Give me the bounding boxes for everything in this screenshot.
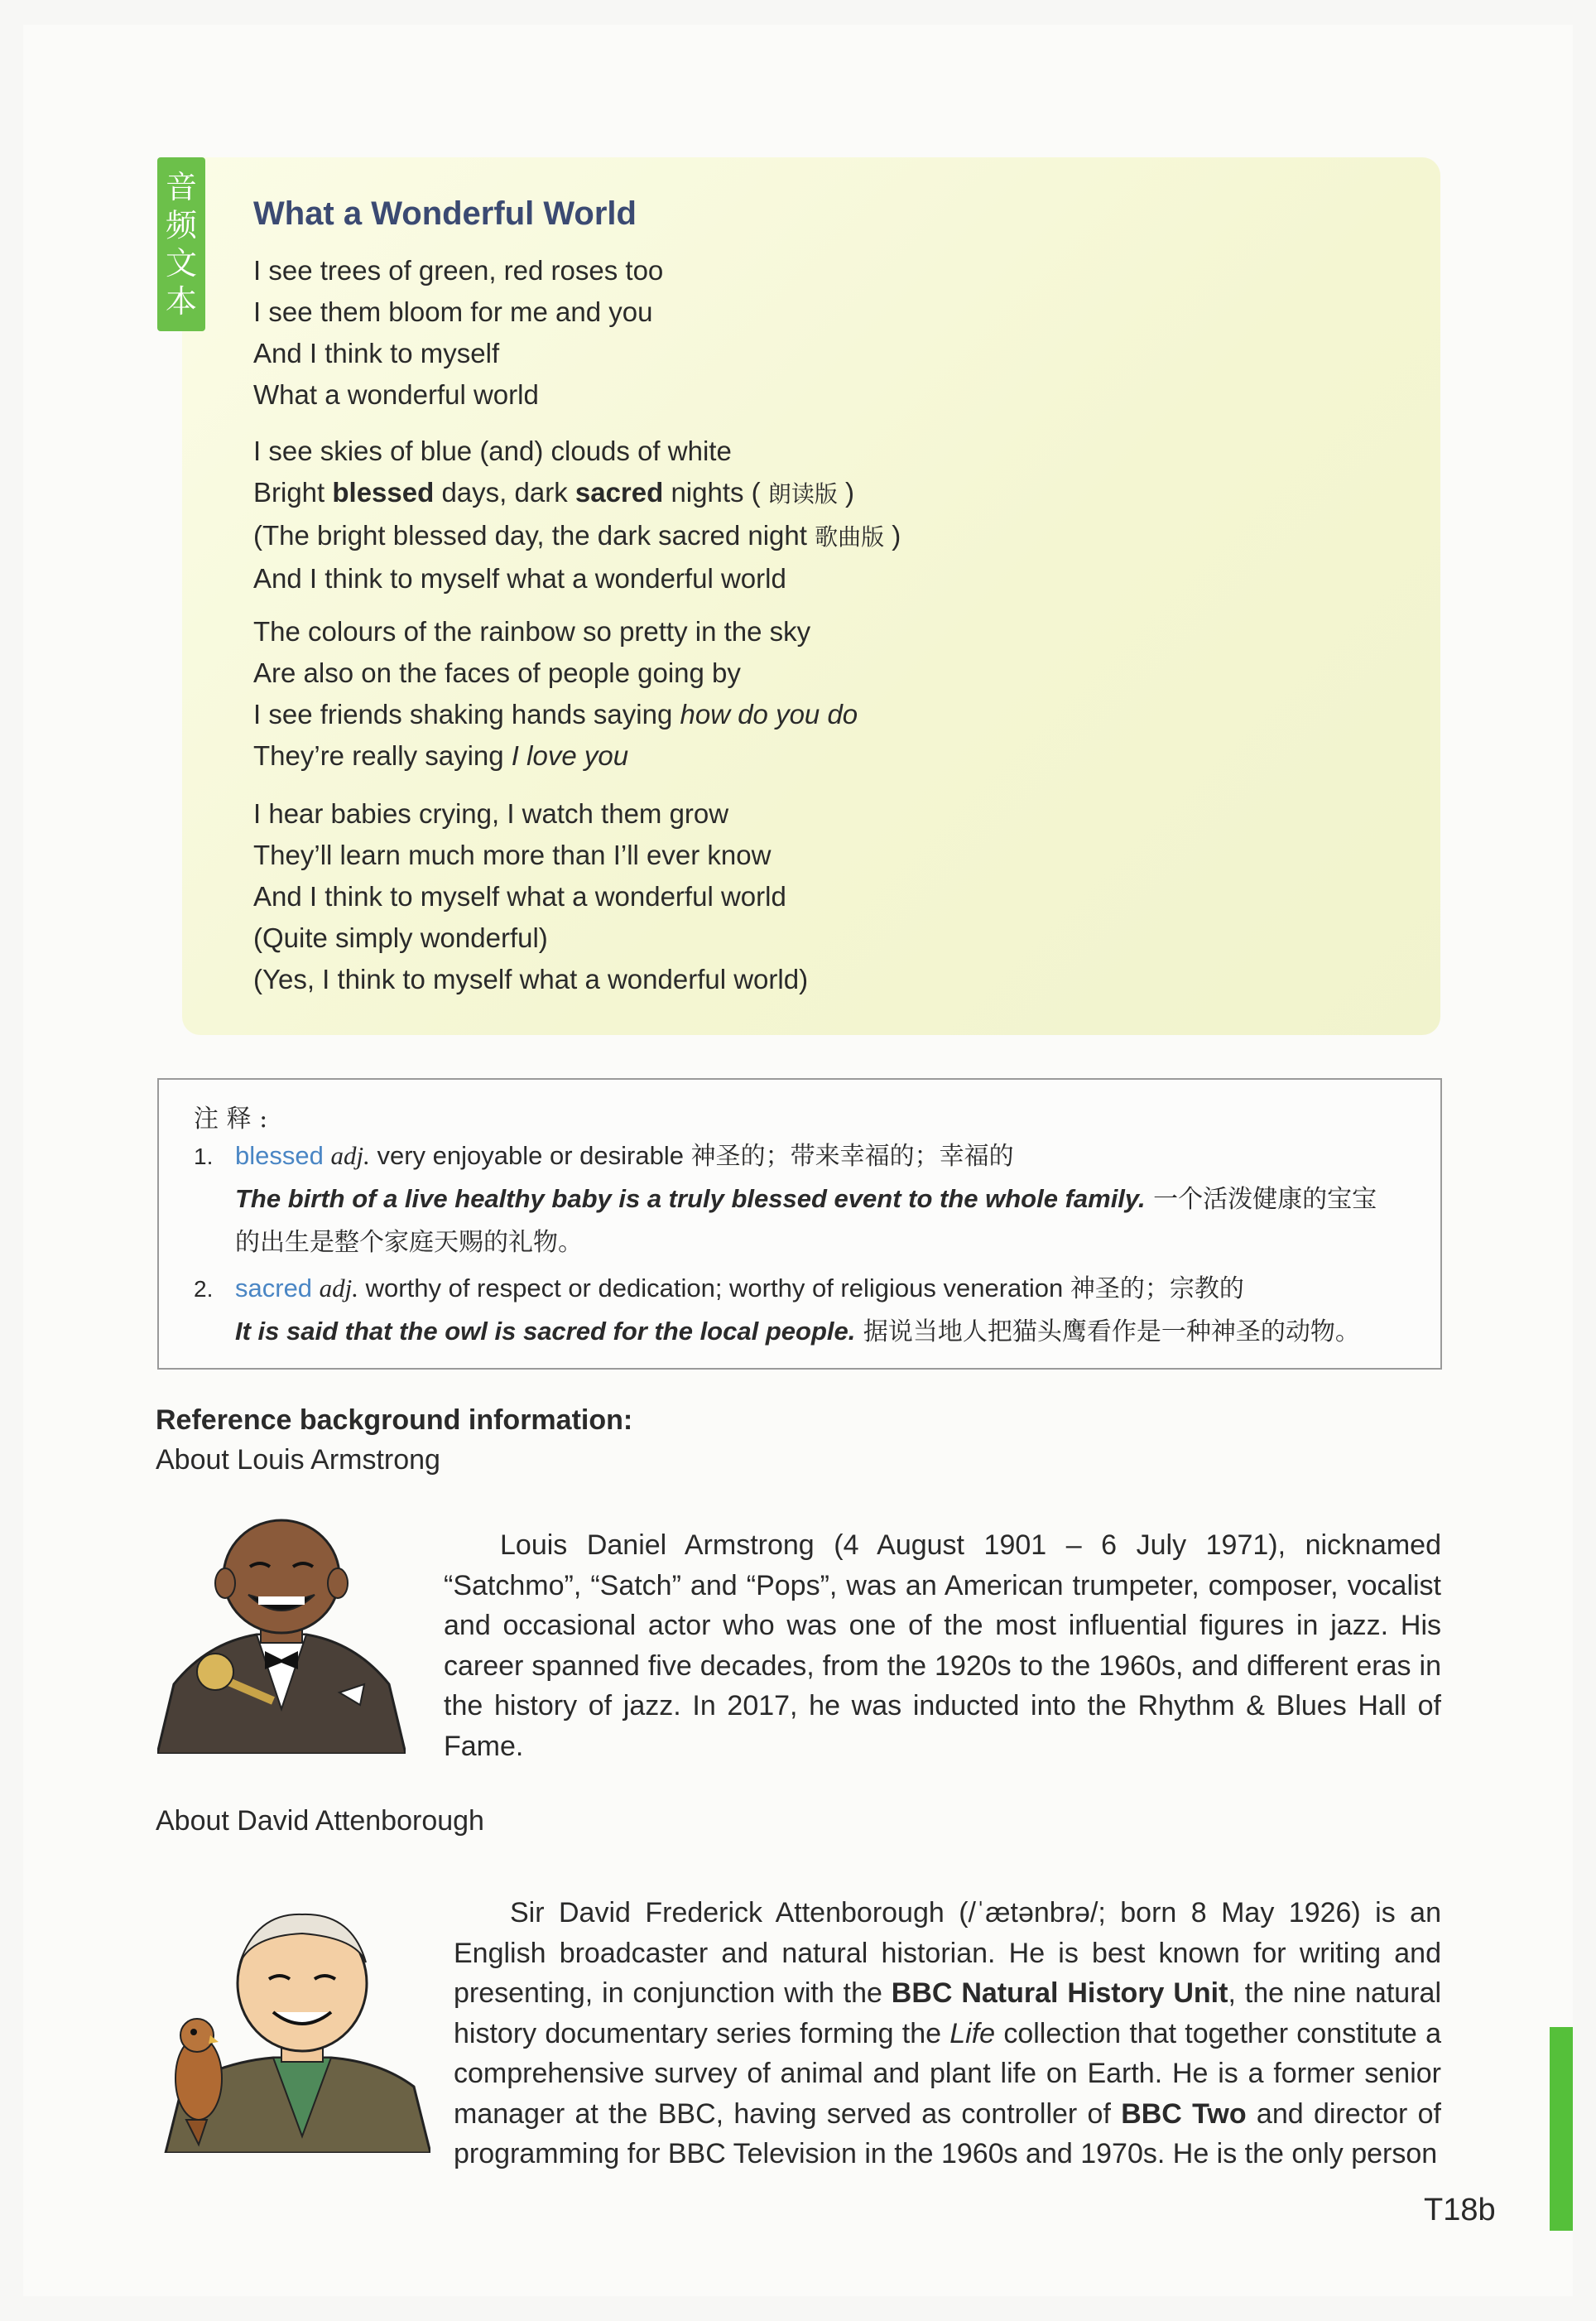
tab-char: 频 [165, 207, 197, 243]
life-series-italic: Life [949, 2017, 996, 2049]
song-version-label: 歌曲版 [815, 523, 885, 551]
note-example-cont [235, 1221, 583, 1264]
note-number: 1. [194, 1144, 214, 1169]
lyric-text: ) [884, 520, 901, 551]
lyric-italic: how do you do [680, 699, 858, 730]
audio-text-tab [157, 157, 205, 331]
stanza-1 [253, 250, 663, 416]
reading-version-label: 朗读版 [767, 480, 838, 508]
note-number: 2. [194, 1276, 214, 1302]
stanza-3 [253, 611, 858, 777]
note-definition: very enjoyable or desirable [369, 1141, 691, 1170]
lyric-text: ) [837, 477, 855, 508]
david-attenborough-illustration [157, 1896, 430, 2153]
note-item-sacred [194, 1267, 1244, 1311]
note-pos: adj. [319, 1274, 359, 1303]
paragraph-text: Sir David Frederick Attenborough (/ˈætənbrə/; born 8 May 1926) is an English broadcaster and natural historian. He is best known for writing and presenting, in conjunction with the [454, 1897, 1441, 2009]
lyric-line: (Yes, I think to myself what a wonderful world) [253, 964, 809, 994]
stanza-4 [253, 793, 808, 1000]
armstrong-paragraph: Louis Daniel Armstrong (4 August 1901 – 6 July 1971), nicknamed “Satchmo”, “Satch” and “Pops”, was an American trumpeter, composer, vocalist and occasional actor who was one of the most influential figures in jazz. His career spanned five decades, from the 1920s to the 1960s, and different eras in the history of jazz. In 2017, he was inducted into the Rhythm & Blues Hall of Fame. [444, 1529, 1441, 1762]
lyric-text: I see friends shaking hands saying [253, 699, 680, 730]
tab-char: 音 [165, 169, 197, 205]
lyric-line: I see trees of green, red roses too [253, 255, 664, 286]
lyric-line: Are also on the faces of people going by [253, 657, 741, 688]
note-example [235, 1310, 1360, 1354]
notes-box [157, 1078, 1442, 1370]
lyric-line [253, 694, 858, 735]
lyric-line: The colours of the rainbow so pretty in the sky [253, 616, 811, 647]
lyric-text: They’re really saying [253, 740, 512, 771]
lyric-text: nights ( [663, 477, 768, 508]
paragraph-text: collection that together constitute a comprehensive survey of animal and plant life on Earth. He is a former senior manager at the BBC, having served as controller of [454, 2017, 1441, 2130]
keyword-blessed: blessed [332, 477, 435, 508]
note-definition-cn: 神圣的；带来幸福的；幸福的 [690, 1142, 1014, 1171]
tab-char: 文 [165, 245, 197, 282]
lyric-line: And I think to myself what a wonderful world [253, 563, 786, 594]
lyric-line: What a wonderful world [253, 379, 539, 410]
lyric-line: I hear babies crying, I watch them grow [253, 798, 729, 829]
attenborough-subheading: About David Attenborough [156, 1805, 484, 1837]
note-item-blessed [194, 1134, 1014, 1178]
lyric-line [253, 735, 858, 777]
tab-char: 本 [165, 283, 197, 320]
lyric-italic: I love you [511, 740, 629, 771]
lyric-line: I see them bloom for me and you [253, 296, 653, 327]
bbc-nhu-bold: BBC Natural History Unit [891, 1977, 1228, 2009]
note-example-cn: 一个活泼健康的宝宝 [1145, 1185, 1377, 1214]
note-example [235, 1177, 1377, 1221]
louis-armstrong-illustration [157, 1519, 406, 1754]
lyric-line [253, 515, 901, 558]
reference-heading: Reference background information: [156, 1404, 633, 1436]
armstrong-subheading: About Louis Armstrong [156, 1444, 440, 1476]
lyric-text: (The bright blessed day, the dark sacred night [253, 520, 815, 551]
lyric-line: And I think to myself [253, 338, 500, 368]
stanza-2 [253, 431, 901, 600]
lyric-line: And I think to myself what a wonderful world [253, 881, 786, 912]
lyrics-title: What a Wonderful World [253, 195, 637, 232]
note-term: sacred [235, 1274, 313, 1303]
lyric-text: Bright [253, 477, 333, 508]
page-number: T18b [1424, 2193, 1496, 2227]
note-example-cn: 据说当地人把猫头鹰看作是一种神圣的动物。 [855, 1317, 1360, 1346]
edge-color-bar [1550, 2027, 1573, 2231]
paragraph-text: , the nine natural history documentary series forming the [454, 1977, 1442, 2049]
lyric-line: They’ll learn much more than I’ll ever know [253, 840, 772, 870]
lyric-line: I see skies of blue (and) clouds of white [253, 436, 732, 466]
note-term: blessed [235, 1141, 324, 1170]
lyric-line: (Quite simply wonderful) [253, 922, 548, 953]
attenborough-paragraph [454, 1893, 1441, 2174]
note-example-en: The birth of a live healthy baby is a truly blessed event to the whole family. [235, 1184, 1146, 1213]
keyword-sacred: sacred [574, 477, 664, 508]
note-example-en: It is said that the owl is sacred for the local people. [235, 1317, 856, 1346]
note-definition-cn: 神圣的；宗教的 [1070, 1274, 1244, 1303]
note-definition: worthy of respect or dedication; worthy of religious veneration [358, 1274, 1070, 1303]
lyric-text: days, dark [434, 477, 575, 508]
note-example-cn: 的出生是整个家庭天赐的礼物。 [235, 1228, 583, 1257]
note-pos: adj. [330, 1141, 370, 1170]
notes-heading: 注 释 : [194, 1105, 268, 1134]
lyric-line [253, 472, 901, 515]
bbc-two-bold: BBC Two [1121, 2097, 1247, 2130]
paragraph-text: and director of programming for BBC Television in the 1960s and 1970s. He is the only person [454, 2097, 1441, 2169]
